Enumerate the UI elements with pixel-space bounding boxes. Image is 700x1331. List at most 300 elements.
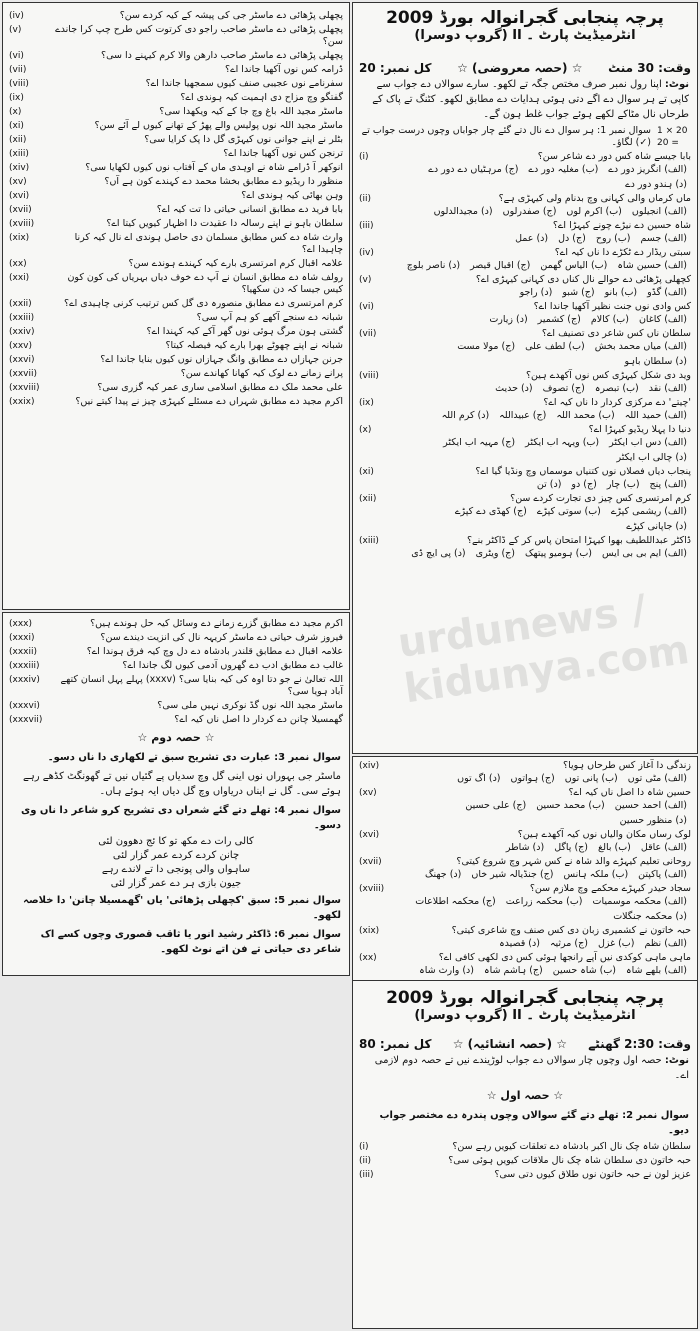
question-row bbox=[353, 1140, 697, 1154]
answer-option[interactable]: (الف) میاں محمد بخش bbox=[594, 341, 687, 352]
answer-option[interactable]: (د) سلطان باہو bbox=[624, 356, 687, 367]
question-number: (xviii) bbox=[9, 219, 35, 229]
answer-option[interactable]: (د) مجیدالدلوں bbox=[433, 206, 493, 217]
question-row bbox=[353, 327, 697, 341]
question-text: ماسٹر مجید اللہ نوں پولیس والے پھڑ کے تھانے کیوں لے آئے سن؟ bbox=[94, 120, 343, 131]
question-text: ترنجن کس نوں آکھیا جاندا اے؟ bbox=[223, 148, 343, 159]
question-number: (xxxiv) bbox=[9, 675, 40, 685]
question-row bbox=[353, 855, 697, 869]
question-number: (xxxiii) bbox=[9, 661, 40, 671]
answer-option[interactable]: (ج) مرثیہ bbox=[549, 938, 588, 949]
question-text: غالب دے مطابق ادب دے گھروں آدمی کیوں لگ جاندا اے؟ bbox=[122, 660, 343, 671]
paper2-subtitle: انٹرمیڈیٹ پارٹ ۔ II (گروپ دوسرا) bbox=[414, 1008, 636, 1023]
answer-option[interactable]: (د) چالی اب ایکٹر bbox=[616, 452, 687, 463]
question-row bbox=[3, 105, 349, 119]
question-row bbox=[3, 713, 349, 727]
answer-options bbox=[353, 938, 697, 951]
question-text: پچھلی پڑھائی دے ماسٹر صاحب دارھن والا کرم کیہنے دا سی؟ bbox=[101, 50, 343, 61]
question-number: (vii) bbox=[359, 329, 377, 339]
q1-marks: 20 × 1 = 20 bbox=[657, 126, 688, 148]
answer-option[interactable]: (الف) کاغان bbox=[638, 314, 687, 325]
question-text: ڈرامہ کس نوں آکھیا جاندا اے؟ bbox=[225, 64, 343, 75]
answer-option[interactable]: (ج) کشمیر bbox=[537, 314, 581, 325]
paper2-marks: کل نمبر: 80 bbox=[359, 1037, 432, 1051]
question-row bbox=[3, 77, 349, 91]
question-text: وید دی شکل کیہڑی کس نوں آکھدے ہین؟ bbox=[525, 370, 691, 381]
answer-option[interactable]: (الف) حسین شاہ bbox=[617, 260, 687, 271]
answer-options bbox=[353, 506, 697, 534]
question-row bbox=[353, 369, 697, 383]
answer-option[interactable]: (ج) ہواتوں bbox=[510, 773, 555, 784]
answer-options bbox=[353, 164, 697, 192]
answer-options bbox=[353, 437, 697, 465]
answer-option[interactable]: (ب) ہومیو پیتھک bbox=[525, 548, 592, 559]
question-number: (xvii) bbox=[359, 857, 382, 867]
question-text: ماسٹر مجید اللہ باغ وچ جا کے کیہ ویکھدا سی؟ bbox=[159, 106, 343, 117]
question-text: پچھلی پڑھائی دے ماسٹر جی کی پیشہ کے کیہ کردے سن؟ bbox=[119, 10, 343, 21]
answer-option[interactable]: (الف) احمد حسین bbox=[614, 800, 687, 811]
poem-line: ساہواں والی پونجی دا تے لاندے رہے bbox=[101, 864, 251, 875]
answer-option[interactable]: (د) عمل bbox=[515, 233, 549, 244]
question-number: (xxiii) bbox=[9, 313, 35, 323]
question-number: (xxvi) bbox=[9, 355, 35, 365]
question-number: (xx) bbox=[9, 259, 27, 269]
question-row bbox=[353, 1168, 697, 1182]
answer-option[interactable]: (ج) ہاشم شاہ bbox=[484, 965, 543, 976]
question-text: بٹلر نے اپنے جوانی نوں کیہڑی گل دا پک کرایا سی؟ bbox=[144, 134, 343, 145]
question-row bbox=[3, 133, 349, 147]
paper1-title: پرچہ پنجابی گجرانوالہ بورڈ 2009 bbox=[386, 8, 664, 28]
question-number: (ix) bbox=[9, 93, 24, 103]
answer-option[interactable]: (الف) جسم bbox=[640, 233, 687, 244]
answer-option[interactable]: (الف) ایم بی بی ایس bbox=[602, 548, 687, 559]
answer-option[interactable]: (ج) شبو bbox=[562, 287, 595, 298]
question-row bbox=[353, 219, 697, 233]
answer-option[interactable]: (د) شاطر bbox=[505, 842, 545, 853]
question-number: (xxviii) bbox=[9, 383, 40, 393]
question-number: (xxi) bbox=[9, 273, 30, 283]
answer-options bbox=[353, 842, 697, 855]
answer-option[interactable]: (د) وارث شاہ bbox=[419, 965, 474, 976]
question-row bbox=[3, 91, 349, 105]
question-row bbox=[3, 311, 349, 325]
question-number: (xi) bbox=[9, 121, 24, 131]
question-row bbox=[3, 325, 349, 339]
answer-options bbox=[353, 479, 697, 492]
question-number: (ii) bbox=[359, 194, 372, 204]
paper2-section: ☆ (حصہ انشائیہ) ☆ bbox=[452, 1037, 567, 1051]
answer-option[interactable]: (الف) مٹی توں bbox=[627, 773, 687, 784]
question-number: (v) bbox=[359, 275, 372, 285]
question-number: (iv) bbox=[359, 248, 374, 258]
question-text: گفتگو وچ مزاح دی اہمیت کیہ ہوندی اے؟ bbox=[180, 92, 343, 103]
question-row bbox=[353, 465, 697, 479]
question-text: سلطان ناں کس شاعر دی تصنیف اے؟ bbox=[541, 328, 691, 339]
answer-option[interactable]: (ج) تصوف bbox=[542, 383, 585, 394]
question-number: (xix) bbox=[9, 233, 30, 243]
answer-option[interactable]: (الف) دس اب ایکٹر bbox=[609, 437, 687, 448]
question-text: اکرم مجید دے مطابق شہراں دے مسئلے کیہڑی چیز نے پیدا کیتے نیں؟ bbox=[75, 396, 343, 407]
question-text: ماسٹر مجید اللہ نوں گڈ نوکری نہیں ملی سی؟ bbox=[157, 700, 343, 711]
question-text: جرنن جہازاں دے مطابق وانگ جہازاں نوں کیوں بنایا جاندا اے؟ bbox=[100, 354, 343, 365]
answer-option[interactable]: (د) جھنگ bbox=[425, 869, 462, 880]
answer-option[interactable]: (ب) پانی توں bbox=[564, 773, 618, 784]
question-text: حبہ خاتون دی سلطان شاہ چک نال ملاقات کیویں ہوئی سی؟ bbox=[448, 1155, 691, 1166]
paper2-note-text: حصہ اول وچوں چار سوالاں دے جواب لوڑیندے نیں تے حصہ دوم لازمی اے۔ bbox=[374, 1055, 689, 1081]
question-row bbox=[3, 271, 349, 297]
answer-option[interactable]: (ج) مہیہ اب ایکٹر bbox=[443, 437, 516, 448]
question-row bbox=[353, 273, 697, 287]
paper1-subtitle: انٹرمیڈیٹ پارٹ ۔ II (گروپ دوسرا) bbox=[414, 28, 636, 43]
answer-option[interactable]: (ج) ویٹری bbox=[475, 548, 515, 559]
question-row bbox=[3, 49, 349, 63]
paper2-note-label: نوٹ: bbox=[664, 1055, 689, 1066]
question-number: (x) bbox=[359, 425, 372, 435]
answer-option[interactable]: (ج) جنڈیالہ شیر خاں bbox=[471, 869, 554, 880]
question-number: (viii) bbox=[359, 371, 379, 381]
question-number: (xx) bbox=[359, 953, 377, 963]
short-question-list-2 bbox=[3, 613, 349, 727]
question-text: سلطان شاہ چک نال اکبر بادشاہ دے تعلقات کیویں رہے سن؟ bbox=[452, 1141, 691, 1152]
q6-label: سوال نمبر 6: ڈاکٹر رشید انور یا ثاقب قصوری وچوں کسے اک شاعر دی حیاتی تے فن اتے نوٹ لکھو۔ bbox=[40, 929, 341, 955]
answer-option[interactable]: (ب) بالغ bbox=[598, 842, 631, 853]
answer-option[interactable]: (ب) تبصرہ bbox=[594, 383, 639, 394]
question-row bbox=[353, 951, 697, 965]
answer-option[interactable]: (د) پی ایچ ڈی bbox=[411, 548, 466, 559]
answer-options bbox=[353, 773, 697, 786]
question-text: علامہ اقبال دے مطابق قلندر بادشاہ دے دل وچ کیہ فرق ہوندا اے؟ bbox=[86, 646, 343, 657]
question-row bbox=[3, 189, 349, 203]
answer-option[interactable]: (ب) کالام bbox=[590, 314, 629, 325]
answer-option[interactable]: (ب) شاہ حسین bbox=[552, 965, 617, 976]
answer-option[interactable]: (الف) پنج bbox=[649, 479, 687, 490]
question-text: 'چیتے' دے مرکزی کردار دا ناں کیہ اے؟ bbox=[543, 397, 691, 408]
question-number: (xiii) bbox=[359, 536, 379, 546]
question-text: کرم امرتسری کس چیز دی تجارت کردے سن؟ bbox=[510, 493, 691, 504]
question-row bbox=[3, 297, 349, 311]
answer-option[interactable]: (ب) محمد اللہ bbox=[556, 410, 615, 421]
answer-option[interactable]: (د) ہندو دور دے bbox=[625, 179, 687, 190]
question-text: بابا فرید دے مطابق انسانی حیاتی دا تت کیہ اے؟ bbox=[156, 204, 343, 215]
answer-option[interactable]: (ج) دو bbox=[571, 479, 597, 490]
answer-option[interactable]: (الف) انگریز دور دے bbox=[608, 164, 687, 175]
q3-label: سوال نمبر 3: عبارت دی تشریح سبق تے لکھاری دا ناں دسو۔ bbox=[47, 752, 341, 763]
question-row bbox=[353, 423, 697, 437]
poem-line: کالی رات دے مکھ تو کا ئج دھوون لئی bbox=[98, 836, 254, 847]
answer-option[interactable]: (ب) محمد حسین bbox=[536, 800, 605, 811]
answer-option[interactable]: (الف) بلھے شاہ bbox=[626, 965, 687, 976]
question-text: شاہ حسین دے نیڑے چونے کیہڑا اے؟ bbox=[552, 220, 691, 231]
answer-option[interactable]: (ب) چار bbox=[606, 479, 640, 490]
section2-panel bbox=[2, 612, 350, 976]
question-row bbox=[353, 828, 697, 842]
question-number: (xxix) bbox=[9, 397, 35, 407]
question-number: (xxxi) bbox=[9, 633, 35, 643]
answer-option[interactable]: (الف) انجیلوں bbox=[631, 206, 687, 217]
answer-option[interactable]: (الف) نقد bbox=[648, 383, 687, 394]
answer-option[interactable]: (ب) الیاس گھمن bbox=[540, 260, 608, 271]
question-row bbox=[3, 673, 349, 699]
answer-option[interactable]: (ب) سوتی کپڑے bbox=[536, 506, 601, 517]
answer-option[interactable]: (ب) ملکہ ہانس bbox=[563, 869, 629, 880]
question-row bbox=[353, 1154, 697, 1168]
answer-options bbox=[353, 206, 697, 219]
q2-label: سوال نمبر 2: تھلے دتے گئے سوالاں وچوں پندرہ دے مختصر جواب دیو۔ bbox=[379, 1110, 689, 1136]
question-number: (xvii) bbox=[9, 205, 32, 215]
question-row bbox=[353, 396, 697, 410]
poem bbox=[3, 835, 349, 891]
answer-option[interactable]: (ج) محکمہ اطلاعات bbox=[415, 896, 496, 907]
answer-options bbox=[353, 548, 697, 561]
question-row bbox=[3, 339, 349, 353]
answer-option[interactable]: (الف) نظم bbox=[644, 938, 687, 949]
answer-option[interactable]: (الف) عاقل bbox=[640, 842, 687, 853]
answer-option[interactable]: (د) کرم اللہ bbox=[441, 410, 490, 421]
answer-option[interactable]: (الف) پاکپتن bbox=[638, 869, 687, 880]
question-number: (iii) bbox=[359, 1170, 374, 1180]
question-number: (vii) bbox=[9, 65, 27, 75]
question-number: (xxxvi) bbox=[9, 701, 40, 711]
question-row bbox=[3, 63, 349, 77]
answer-option[interactable]: (ب) اکرم لوں bbox=[566, 206, 622, 217]
question-row bbox=[3, 147, 349, 161]
question-number: (xv) bbox=[9, 177, 27, 187]
question-text: ڈاکٹر عبداللطیف بھوا کیہڑا امتحان پاس کر کے ڈاکٹر بنے؟ bbox=[467, 535, 691, 546]
answer-option[interactable]: (ج) علی حسین bbox=[465, 800, 527, 811]
question-row bbox=[3, 9, 349, 23]
paper1-objective-panel bbox=[352, 2, 698, 754]
q3-text: ماسٹر جی بہوراں نوں اینی گل وچ سدیاں پے گئیاں نیں تے گھونگٹ کڈھے رہے ہوئے سی۔ گل نے ایناں دریاواں وچ گل دیاں ایہ ہوئے ہاں۔ bbox=[23, 771, 341, 797]
paper1-question-list bbox=[353, 150, 697, 561]
answer-option[interactable]: (د) ناصر بلوچ bbox=[406, 260, 461, 271]
question-text: سلطان باہو نے اپنے رسالہ دا عقیدت دا اظہار کیویں کیتا اے؟ bbox=[106, 218, 343, 229]
question-row bbox=[3, 699, 349, 713]
poem-line: جیون بازی ہر دے عمر گزار لئی bbox=[110, 878, 242, 889]
paper1-marks: کل نمبر: 20 bbox=[359, 61, 432, 75]
question-number: (xii) bbox=[359, 494, 377, 504]
question-text: ماں کرماں والی کہانی وچ بدنام ولی کیہڑی ہے؟ bbox=[498, 193, 691, 204]
question-row bbox=[3, 659, 349, 673]
question-text: اللہ تعالیٰ نے جو دتا اوہ کی کیہ بنایا سی؟ (xxxv) پہلے پہل انسان کتھے آباد ہویا سی؟ bbox=[60, 674, 343, 697]
answer-option[interactable]: (الف) گڈو bbox=[647, 287, 687, 298]
question-text: رولف شاہ دے مطابق انسان نے آپ دے خوف دیاں بہریاں کی کون کون کیس جیسا کہ دن سکھیا؟ bbox=[67, 272, 343, 295]
question-number: (iii) bbox=[359, 221, 374, 231]
question-text: منظور دا ریڈیو دے مطابق بخشا محمد دے کہندے کون ہے آں؟ bbox=[104, 176, 343, 187]
answer-option[interactable]: (ج) عبیداللہ bbox=[499, 410, 547, 421]
question-number: (v) bbox=[9, 25, 22, 35]
question-number: (xiii) bbox=[9, 149, 29, 159]
answer-options bbox=[353, 233, 697, 246]
question-row bbox=[353, 492, 697, 506]
question-text: روحانی تعلیم کیہڑے والد شاہ نے کس شہر وچ شروع کیتی؟ bbox=[456, 856, 691, 867]
question-row bbox=[3, 367, 349, 381]
answer-option[interactable]: (ج) مرہٹیاں دے دور دے bbox=[428, 164, 519, 175]
answer-option[interactable]: (الف) ریشمی کپڑے bbox=[610, 506, 687, 517]
question-row bbox=[353, 300, 697, 314]
question-row bbox=[3, 381, 349, 395]
question-text: دنیا دا پہلا ریڈیو کیہڑا اے؟ bbox=[588, 424, 691, 435]
question-number: (xxii) bbox=[9, 299, 32, 309]
answer-option[interactable]: (الف) حمید اللہ bbox=[624, 410, 687, 421]
question-number: (i) bbox=[359, 1142, 369, 1152]
question-number: (xxxii) bbox=[9, 647, 38, 657]
question-number: (xvi) bbox=[359, 830, 380, 840]
question-row bbox=[3, 257, 349, 271]
answer-options bbox=[353, 896, 697, 924]
question-number: (xv) bbox=[359, 788, 377, 798]
paper1-time: وقت: 30 منٹ bbox=[608, 61, 691, 75]
paper2-meta bbox=[353, 1037, 697, 1051]
answer-options bbox=[353, 869, 697, 882]
answer-option[interactable]: (د) حدیث bbox=[495, 383, 533, 394]
question-number: (vi) bbox=[9, 51, 24, 61]
answer-option[interactable]: (ب) روح bbox=[595, 233, 631, 244]
section2-heading: ☆ حصہ دوم ☆ bbox=[137, 731, 215, 744]
question-number: (xiv) bbox=[9, 163, 30, 173]
question-text: شبانہ دے سنجے آکھے کو ہم آپ سی؟ bbox=[196, 312, 343, 323]
paper1-note-text: اپنا رول نمبر صرف مختص جگہ تے لکھو۔ سارے سوالاں دے جواب سے کاپی تے ہر سوال دے اگے دتی ہوئی ہدایات دے مطابق لکھو۔ کٹنگ تے پاک کے طرحاں نال مٹاکے لکھے ہوئے جواب غلط ہون گے۔ bbox=[372, 79, 689, 120]
question-text: انوکھر آ ڈرامے شاہ نے اوہدی ماں کے آفتاب نوں کیوں لکھایا سی؟ bbox=[85, 162, 343, 173]
question-number: (xvi) bbox=[9, 191, 30, 201]
paper1-note bbox=[353, 75, 697, 124]
answer-option[interactable]: (ب) محکمہ زراعت bbox=[505, 896, 583, 907]
answer-option[interactable]: (ج) دل bbox=[558, 233, 586, 244]
question-number: (i) bbox=[359, 152, 369, 162]
question-row bbox=[3, 353, 349, 367]
answer-option[interactable]: (د) تن bbox=[536, 479, 562, 490]
paper1-note-label: نوٹ: bbox=[664, 79, 689, 90]
question-number: (xiv) bbox=[359, 761, 380, 771]
question-row bbox=[353, 786, 697, 800]
question-text: کچھلی پڑھائی دے حوالے نال کناں دی کہانی کیہڑی اے؟ bbox=[475, 274, 691, 285]
question-number: (ix) bbox=[359, 398, 374, 408]
question-text: حبہ خاتون نے کشمیری زبان دی کس صنف وچ شاعری کیتی؟ bbox=[451, 925, 691, 936]
question-row bbox=[353, 534, 697, 548]
answer-option[interactable]: (الف) محکمہ موسمیات bbox=[592, 896, 687, 907]
question-text: پنجاب دیاں فصلاں نوں کتنیاں موسماں وچ ونڈیا گیا اے؟ bbox=[475, 466, 691, 477]
question-text: گھمسیلا چانن دے کردار دا اصل ناں کیہ اے؟ bbox=[174, 714, 343, 725]
question-text: سجاد حیدر کیہڑے محکمے وچ ملازم سن؟ bbox=[529, 883, 691, 894]
answer-option[interactable]: (د) جاپانی کپڑے bbox=[626, 521, 687, 532]
q4-label: سوال نمبر 4: تھلے دتے گئے شعراں دی تشریح کرو شاعر دا ناں وی دسو۔ bbox=[21, 805, 341, 831]
poem-line: چانن کردے کردے عمر گزار لئی bbox=[112, 850, 240, 861]
answer-option[interactable]: (ب) ویہہ اب ایکٹر bbox=[525, 437, 600, 448]
answer-option[interactable]: (ج) صفدرلوں bbox=[502, 206, 557, 217]
question-row bbox=[3, 119, 349, 133]
q5-label: سوال نمبر 5: سبق 'کچھلی پڑھائی' یاں 'گھمسیلا چانن' دا خلاصہ لکھو۔ bbox=[23, 895, 341, 921]
question-text: سبتی ریڈار دے ٹکڑے دا ناں کیہ اے؟ bbox=[554, 247, 691, 258]
answer-option[interactable]: (ب) غزل bbox=[597, 938, 635, 949]
paper1-question-list-cont bbox=[353, 757, 697, 978]
paper2-question-list bbox=[353, 1140, 697, 1182]
question-number: (xxvii) bbox=[9, 369, 38, 379]
answer-option[interactable]: (د) قصیدہ bbox=[499, 938, 540, 949]
answer-option[interactable]: (ب) بانو bbox=[604, 287, 638, 298]
answer-option[interactable]: (د) اگ توں bbox=[457, 773, 501, 784]
paper2-part1: ☆ حصہ اول ☆ bbox=[486, 1089, 564, 1102]
question-row bbox=[3, 645, 349, 659]
paper2-time: وقت: 2:30 گھنٹے bbox=[588, 1037, 691, 1051]
question-number: (xxx) bbox=[9, 619, 33, 629]
question-number: (iv) bbox=[9, 11, 24, 21]
question-text: فیروز شرف حیاتی دے ماسٹر کریہہ نال کی انزیت دیندے سن؟ bbox=[100, 632, 343, 643]
paper2-note bbox=[353, 1051, 697, 1085]
question-number: (xxv) bbox=[9, 341, 33, 351]
question-row bbox=[3, 203, 349, 217]
answer-options bbox=[353, 287, 697, 300]
answer-options bbox=[353, 341, 697, 369]
q1-heading bbox=[353, 124, 697, 150]
right-questions-panel bbox=[2, 2, 350, 610]
question-number: (xxiv) bbox=[9, 327, 35, 337]
answer-option[interactable]: (ب) مغلیہ دور دے bbox=[528, 164, 599, 175]
question-row bbox=[353, 882, 697, 896]
answer-options bbox=[353, 260, 697, 273]
answer-option[interactable]: (د) راجو bbox=[519, 287, 553, 298]
question-text: اکرم مجید دے مطابق گزرے زمانے دے وسائل کیہ حل ہوندے ہیں؟ bbox=[90, 618, 343, 629]
short-question-list bbox=[3, 3, 349, 409]
question-number: (x) bbox=[9, 107, 22, 117]
question-text: سفرنامے نوں عجیبی صنف کیوں سمجھیا جاندا اے؟ bbox=[145, 78, 343, 89]
question-number: (xix) bbox=[359, 926, 380, 936]
question-row bbox=[3, 631, 349, 645]
question-text: حسین شاہ دا اصل ناں کیہ اے؟ bbox=[568, 787, 691, 798]
question-text: زندگی دا آغاز کس طرحاں ہویا؟ bbox=[563, 760, 691, 771]
question-text: کس وادی نوں جنت نظیر آکھیا جاندا اے؟ bbox=[533, 301, 691, 312]
question-row bbox=[353, 246, 697, 260]
question-number: (xi) bbox=[359, 467, 374, 477]
answer-option[interactable]: (د) منظور حسین bbox=[619, 815, 687, 826]
question-text: پچھلی پڑھائی دے ماسٹر صاحب راجو دی کرتوت کس طرح چپ کرا جاندے سن؟ bbox=[55, 24, 343, 47]
answer-option[interactable]: (ج) اقبال قیصر bbox=[470, 260, 531, 271]
answer-option[interactable]: (ج) مولا مست bbox=[457, 341, 516, 352]
question-row bbox=[3, 161, 349, 175]
question-text: گشتی ہون مرگ ہوئی نوں گھر آکے کیہ کہندا اے؟ bbox=[146, 326, 343, 337]
answer-option[interactable]: (د) محکمہ جنگلات bbox=[613, 911, 687, 922]
answer-option[interactable]: (د) زیارت bbox=[489, 314, 528, 325]
question-text: لوک رساں مکان والیاں نوں کیہ آکھدے ہین؟ bbox=[517, 829, 691, 840]
question-number: (vi) bbox=[359, 302, 374, 312]
answer-option[interactable]: (ب) لطف علی bbox=[525, 341, 585, 352]
paper1-section: ☆ (حصہ معروضی) ☆ bbox=[457, 61, 583, 75]
question-row bbox=[3, 175, 349, 189]
answer-option[interactable]: (ج) کھڈی دے کپڑے bbox=[454, 506, 527, 517]
question-text: وارث شاہ دے کس مطابق مسلمان دی حاصل ہوندی اے نال کیہ کرنا چاہیدا اے؟ bbox=[74, 232, 343, 255]
question-text: ماہی ماہی کوکدی نیں آپے رانجھا ہوئی کس دی لکھی کافی اے؟ bbox=[438, 952, 691, 963]
answer-options bbox=[353, 383, 697, 396]
question-row bbox=[353, 192, 697, 206]
q1-label: سوال نمبر 1: ہر سوال دے نال دتے گئے چار جواباں وچوں درست جواب تے (✓) لگاؤ۔ bbox=[361, 125, 651, 148]
answer-options bbox=[353, 314, 697, 327]
answer-options bbox=[353, 800, 697, 828]
question-text: بابا جیسے شاہ کس دور دے شاعر سن؟ bbox=[537, 151, 691, 162]
paper2-panel bbox=[352, 756, 698, 1329]
question-text: علامہ اقبال کرم امرتسری بارے کیہ کہندے ہوندے سن؟ bbox=[128, 258, 343, 269]
answer-option[interactable]: (ج) پاگل bbox=[554, 842, 589, 853]
question-text: وہن بھائی کیہ ہوندی اے؟ bbox=[241, 190, 343, 201]
question-row bbox=[353, 759, 697, 773]
question-number: (xii) bbox=[9, 135, 27, 145]
question-text: کرم امرتسری دے مطابق منصورہ دی گل کس ترتیب کرنی چاہیدی اے؟ bbox=[64, 298, 343, 309]
question-number: (viii) bbox=[9, 79, 29, 89]
answer-options bbox=[353, 965, 697, 978]
question-row bbox=[3, 217, 349, 231]
paper1-meta bbox=[353, 61, 697, 75]
question-number: (xxxvii) bbox=[9, 715, 43, 725]
answer-options bbox=[353, 410, 697, 423]
question-text: عزیز لون نے حبہ خاتون نوں طلاق کیوں دتی سی؟ bbox=[494, 1169, 691, 1180]
question-row bbox=[3, 395, 349, 409]
